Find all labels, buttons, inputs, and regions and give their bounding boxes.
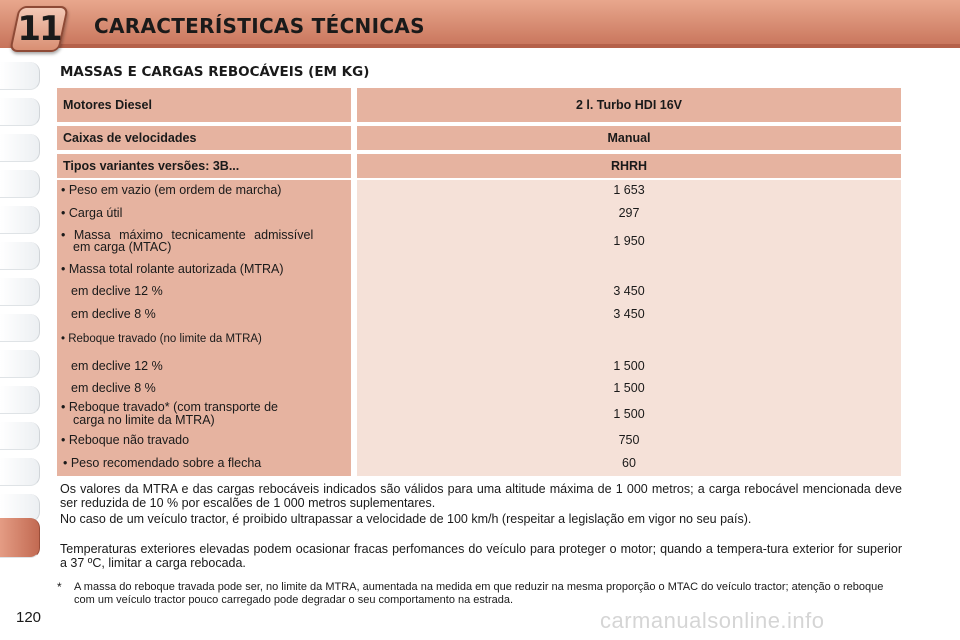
row-label: • Carga útil: [61, 206, 123, 220]
chapter-tab[interactable]: [0, 458, 40, 486]
row-value: 1 500: [613, 407, 645, 421]
header-row-value: 2 l. Turbo HDI 16V: [357, 88, 901, 122]
table-value-column: [357, 180, 901, 476]
chapter-tab-active[interactable]: [0, 518, 40, 558]
chapter-tab[interactable]: [0, 134, 40, 162]
page-number: 120: [16, 609, 42, 626]
watermark: carmanualsonline.info: [600, 608, 825, 633]
footnote-text: A massa do reboque travada pode ser, no limite da MTRA, aumentada na medida em que reduzir na mesma proporção o MTAC do veículo tractor; atenção o reboque com um veículo tractor pouco carregado pode degradar o seu comportamento na estrada.: [74, 581, 884, 606]
row-label: • Massa total rolante autorizada (MTRA): [61, 262, 284, 276]
header-row-label: Motores Diesel: [57, 88, 351, 122]
note-paragraph: Os valores da MTRA e das cargas rebocáveis indicados são válidos para uma altitude máxima de 1 000 metros; a carga rebocável mencionada deve ser reduzida de 10 % por escalões de 1 000 metros suplementares.: [60, 482, 902, 510]
chapter-tab[interactable]: [0, 278, 40, 306]
row-label: • Peso recomendado sobre a flecha: [63, 456, 262, 470]
header-row-value: Manual: [357, 126, 901, 150]
chapter-tab[interactable]: [0, 206, 40, 234]
section-title: MASSAS E CARGAS REBOCÁVEIS (EM KG): [60, 64, 370, 80]
row-value: 1 950: [613, 234, 645, 248]
row-label: em declive 8 %: [71, 381, 156, 395]
chapter-tab[interactable]: [0, 170, 40, 198]
row-value: 1 500: [613, 359, 645, 373]
row-label: em declive 12 %: [71, 284, 163, 298]
row-value: 60: [622, 456, 636, 470]
row-label: • Peso em vazio (em ordem de marcha): [61, 183, 282, 197]
table-label-column: [57, 180, 351, 476]
chapter-tab[interactable]: [0, 350, 40, 378]
row-label: em declive 8 %: [71, 307, 156, 321]
row-value: 297: [618, 206, 640, 220]
row-label-continuation: carga no limite da MTRA): [73, 413, 215, 427]
chapter-tab-strip: [0, 58, 46, 578]
table-header-row: [57, 154, 901, 178]
table-header-row: [57, 88, 901, 122]
row-value: 1 653: [613, 183, 645, 197]
header-row-label: Caixas de velocidades: [57, 126, 351, 150]
row-label-continuation: em carga (MTAC): [73, 240, 172, 254]
row-value: 3 450: [613, 307, 645, 321]
row-label: • Reboque travado* (com transporte de: [61, 400, 278, 414]
header-underline: [56, 44, 960, 48]
page-title: CARACTERÍSTICAS TÉCNICAS: [94, 14, 425, 38]
footnote-marker: *: [57, 580, 62, 594]
chapter-tab[interactable]: [0, 98, 40, 126]
chapter-tab[interactable]: [0, 314, 40, 342]
chapter-tab[interactable]: [0, 242, 40, 270]
note-paragraph: Temperaturas exteriores elevadas podem ocasionar fracas perfomances do veículo para proteger o motor; quando a tempera-tura exterior for superior a 37 ºC, limitar a carga rebocada.: [60, 542, 902, 570]
row-value: 3 450: [613, 284, 645, 298]
row-label: • Reboque travado (no limite da MTRA): [61, 333, 262, 345]
header-row-label: Tipos variantes versões: 3B...: [57, 154, 351, 178]
row-label: em declive 12 %: [71, 359, 163, 373]
chapter-number: 11: [17, 9, 61, 49]
row-value: 750: [618, 433, 640, 447]
chapter-tab[interactable]: [0, 62, 40, 90]
row-value: 1 500: [613, 381, 645, 395]
chapter-tab[interactable]: [0, 386, 40, 414]
row-label: • Reboque não travado: [61, 433, 190, 447]
note-paragraph: No caso de um veículo tractor, é proibido ultrapassar a velocidade de 100 km/h (respeitar a legislação em vigor no seu país).: [60, 512, 752, 526]
header-row-value: RHRH: [357, 154, 901, 178]
table-header-row: [57, 126, 901, 150]
chapter-tab[interactable]: [0, 422, 40, 450]
row-label-line: • Massa máximo tecnicamente admissível: [61, 228, 314, 242]
mass-table-body: [57, 180, 901, 476]
